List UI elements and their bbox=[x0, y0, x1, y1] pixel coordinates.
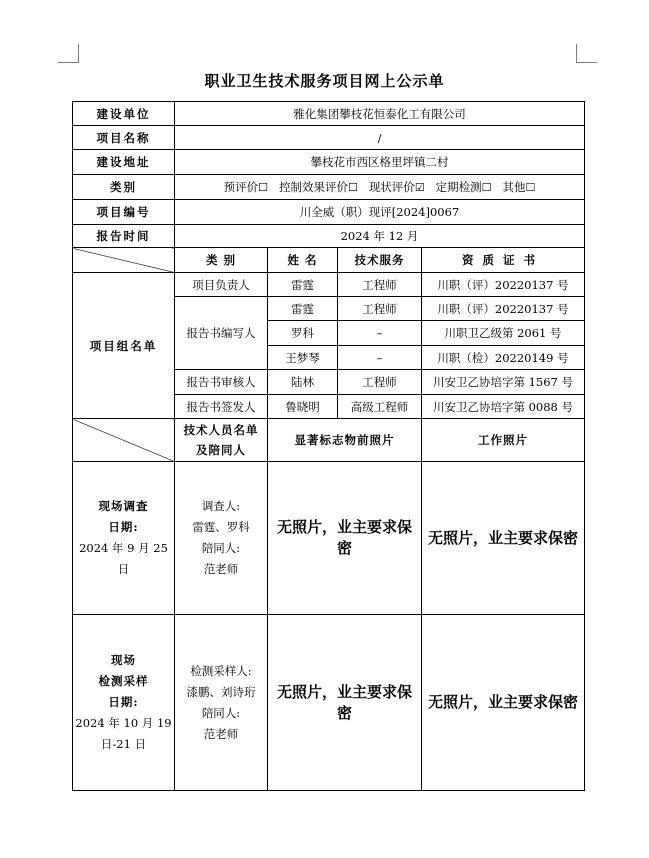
survey-date-cell: 现场调查 日期: 2024 年 9 月 25 日 bbox=[73, 462, 175, 615]
photo-header-row bbox=[73, 419, 585, 462]
sampling-staff-cell: 检测采样人: 漆鹏、刘诗珩 陪同人: 范老师 bbox=[175, 615, 268, 791]
role-leader: 项目负责人 bbox=[175, 273, 268, 297]
project-code-label: 项目编号 bbox=[73, 200, 175, 225]
diagonal-header-cell bbox=[73, 248, 175, 273]
report-time-value: 2024 年 12 月 bbox=[175, 225, 585, 248]
member-cert: 川职（评）20220137 号 bbox=[422, 273, 585, 297]
member-name: 雷霆 bbox=[268, 297, 338, 321]
member-service: – bbox=[338, 321, 422, 346]
sampling-landmark-photo: 无照片，业主要求保密 bbox=[268, 615, 422, 791]
row-project-code bbox=[73, 200, 585, 225]
crop-mark-top-right bbox=[576, 44, 597, 63]
option-other: 其他☐ bbox=[502, 180, 536, 194]
member-name: 罗科 bbox=[268, 321, 338, 346]
checkbox-control-effect[interactable]: ☐ bbox=[347, 181, 358, 194]
category-label: 类别 bbox=[73, 175, 175, 200]
option-pre-evaluation: 预评价☐ bbox=[223, 180, 268, 194]
diagonal-header-cell bbox=[73, 419, 175, 462]
survey-row bbox=[73, 462, 585, 615]
survey-landmark-photo: 无照片，业主要求保密 bbox=[268, 462, 422, 615]
checkbox-other[interactable]: ☐ bbox=[525, 181, 536, 194]
header-work-photo: 工作照片 bbox=[422, 419, 585, 462]
member-service: – bbox=[338, 346, 422, 370]
member-service: 工程师 bbox=[338, 297, 422, 321]
row-address bbox=[73, 150, 585, 175]
sampling-row bbox=[73, 615, 585, 791]
member-service: 工程师 bbox=[338, 273, 422, 297]
row-category bbox=[73, 175, 585, 200]
member-name: 鲁晓明 bbox=[268, 395, 338, 419]
member-cert: 川职卫乙级第 2061 号 bbox=[422, 321, 585, 346]
project-name-value: / bbox=[175, 126, 585, 150]
checkbox-periodic-testing[interactable]: ☐ bbox=[481, 181, 492, 194]
unit-label: 建设单位 bbox=[73, 102, 175, 126]
report-time-label: 报告时间 bbox=[73, 225, 175, 248]
member-cert: 川安卫乙协培字第 1567 号 bbox=[422, 370, 585, 395]
option-control-effect: 控制效果评价☐ bbox=[278, 180, 358, 194]
address-value: 攀枝花市西区格里坪镇二村 bbox=[175, 150, 585, 175]
disclosure-form-table bbox=[72, 101, 585, 791]
survey-work-photo: 无照片，业主要求保密 bbox=[422, 462, 585, 615]
team-label: 项目组名单 bbox=[73, 273, 175, 419]
option-periodic-testing: 定期检测☐ bbox=[435, 180, 492, 194]
member-service: 高级工程师 bbox=[338, 395, 422, 419]
header-category: 类 别 bbox=[175, 248, 268, 273]
header-landmark-photo: 显著标志物前照片 bbox=[268, 419, 422, 462]
header-staff: 技术人员名单 及陪同人 bbox=[175, 419, 268, 462]
crop-mark-top-left bbox=[58, 44, 79, 63]
checkbox-pre-evaluation[interactable]: ☐ bbox=[258, 181, 268, 194]
sampling-date-cell: 现场 检测采样 日期: 2024 年 10 月 19 日-21 日 bbox=[73, 615, 175, 791]
member-name: 陆林 bbox=[268, 370, 338, 395]
address-label: 建设地址 bbox=[73, 150, 175, 175]
row-project-name bbox=[73, 126, 585, 150]
member-name: 雷霆 bbox=[268, 273, 338, 297]
team-header-row bbox=[73, 248, 585, 273]
member-service: 工程师 bbox=[338, 370, 422, 395]
sampling-work-photo: 无照片，业主要求保密 bbox=[422, 615, 585, 791]
role-issuer: 报告书签发人 bbox=[175, 395, 268, 419]
project-name-label: 项目名称 bbox=[73, 126, 175, 150]
option-status-evaluation: 现状评价☑ bbox=[368, 180, 425, 194]
project-code-value: 川全威（职）现评[2024]0067 bbox=[175, 200, 585, 225]
row-unit bbox=[73, 102, 585, 126]
role-writer: 报告书编写人 bbox=[175, 297, 268, 370]
survey-staff-cell: 调查人: 雷霆、罗科 陪同人: 范老师 bbox=[175, 462, 268, 615]
table-row bbox=[73, 273, 585, 297]
header-service: 技术服务 bbox=[338, 248, 422, 273]
row-report-time bbox=[73, 225, 585, 248]
checkbox-status-evaluation[interactable]: ☑ bbox=[414, 181, 425, 194]
member-name: 王梦琴 bbox=[268, 346, 338, 370]
member-cert: 川职（评）20220137 号 bbox=[422, 297, 585, 321]
member-cert: 川安卫乙协培字第 0088 号 bbox=[422, 395, 585, 419]
category-options bbox=[175, 175, 585, 200]
member-cert: 川职（检）20220149 号 bbox=[422, 346, 585, 370]
header-name: 姓 名 bbox=[268, 248, 338, 273]
unit-value: 雅化集团攀枝花恒泰化工有限公司 bbox=[175, 102, 585, 126]
page-title: 职业卫生技术服务项目网上公示单 bbox=[204, 72, 445, 90]
header-cert: 资质证书 bbox=[422, 248, 585, 273]
role-reviewer: 报告书审核人 bbox=[175, 370, 268, 395]
